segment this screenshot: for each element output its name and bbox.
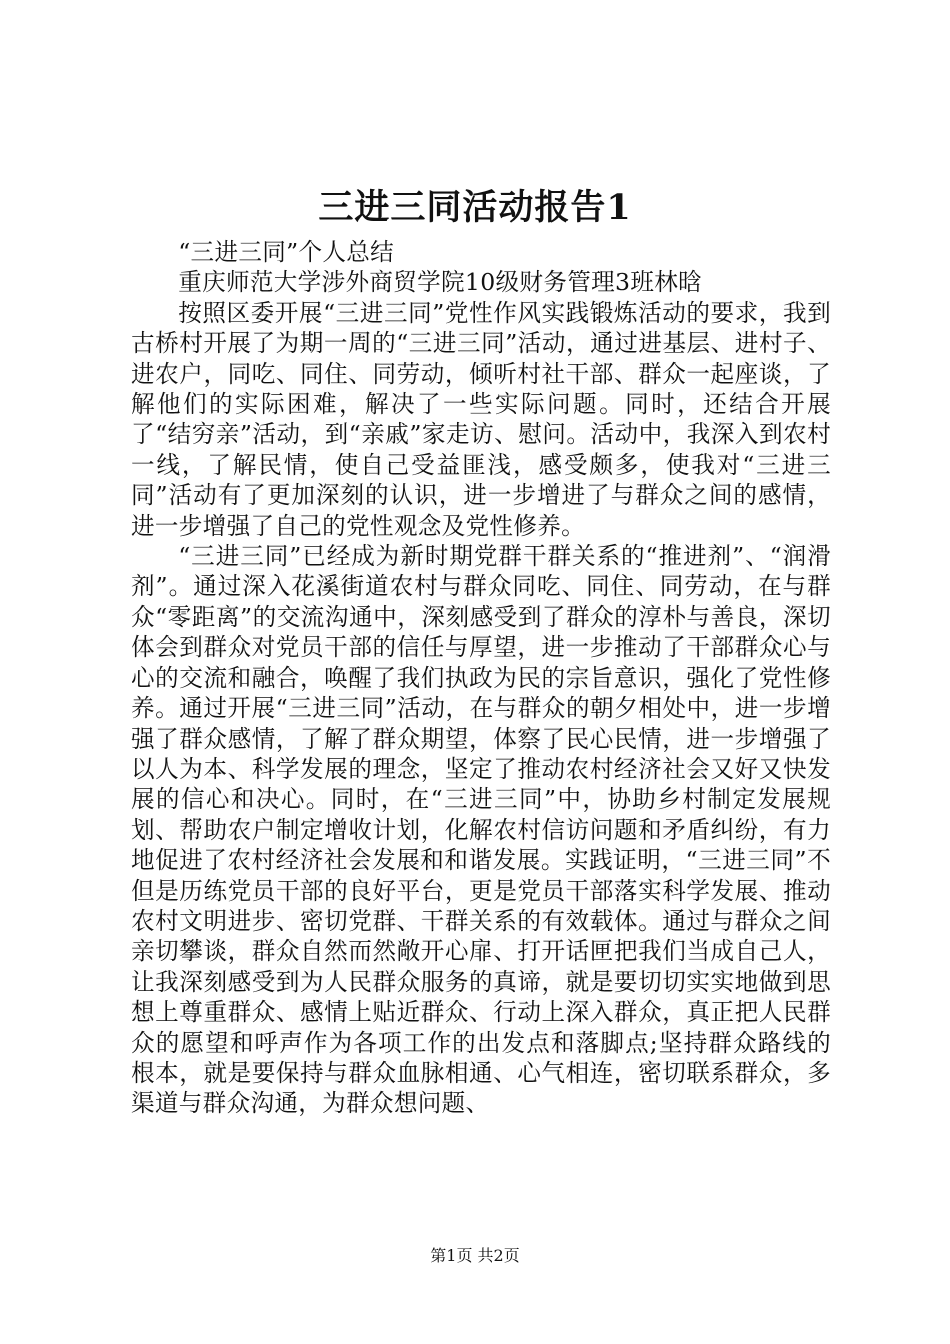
document-title: 三进三同活动报告1	[318, 187, 632, 228]
subtitle-paragraph: “三进三同”个人总结	[178, 238, 395, 266]
author-paragraph: 重庆师范大学涉外商贸学院10级财务管理3班林晗	[178, 268, 702, 297]
page-number-footer: 第1页 共2页	[430, 1246, 520, 1265]
body-paragraph-1: 按照区委开展“三进三同”党性作风实践锻炼活动的要求，我到古桥村开展了为期一周的“三进三同”活动，通过进基层、进村子、进农户，同吃、同住、同劳动，倾听村社干部、群众一起座谈，了解他们的实际困难，解决了一些实际问题。同时，还结合开展了“结穷亲”活动，到“亲戚”家走访、慰问。活动中，我深入到农村一线，了解民情，使自己受益匪浅，感受颇多，使我对“三进三同”活动有了更加深刻的认识，进一步增进了与群众之间的感情，进一步增强了自己的党性观念及党性修养。	[131, 298, 831, 540]
body-paragraph-2: “三进三同”已经成为新时期党群干群关系的“推进剂”、“润滑剂”。通过深入花溪街道农村与群众同吃、同住、同劳动，在与群众“零距离”的交流沟通中，深刻感受到了群众的淳朴与善良，深切体会到群众对党员干部的信任与厚望，进一步推动了干部群众心与心的交流和融合，唤醒了我们执政为民的宗旨意识，强化了党性修养。通过开展“三进三同”活动，在与群众的朝夕相处中，进一步增强了群众感情，了解了群众期望，体察了民心民情，进一步增强了以人为本、科学发展的理念，坚定了推动农村经济社会又好又快发展的信心和决心。同时，在“三进三同”中，协助乡村制定发展规划、帮助农户制定增收计划，化解农村信访问题和矛盾纠纷，有力地促进了农村经济社会发展和和谐发展。实践证明，“三进三同”不但是历练党员干部的良好平台，更是党员干部落实科学发展、推动农村文明进步、密切党群、干群关系的有效载体。通过与群众之间亲切攀谈，群众自然而然敞开心扉、打开话匣把我们当成自己人，让我深刻感受到为人民群众服务的真谛，就是要切切实实地做到思想上尊重群众、感情上贴近群众、行动上深入群众，真正把人民群众的愿望和呼声作为各项工作的出发点和落脚点;坚持群众路线的根本，就是要保持与群众血脉相通、心气相连，密切联系群众，多渠道与群众沟通，为群众想问题、	[131, 542, 831, 1118]
document-body	[131, 237, 831, 1119]
